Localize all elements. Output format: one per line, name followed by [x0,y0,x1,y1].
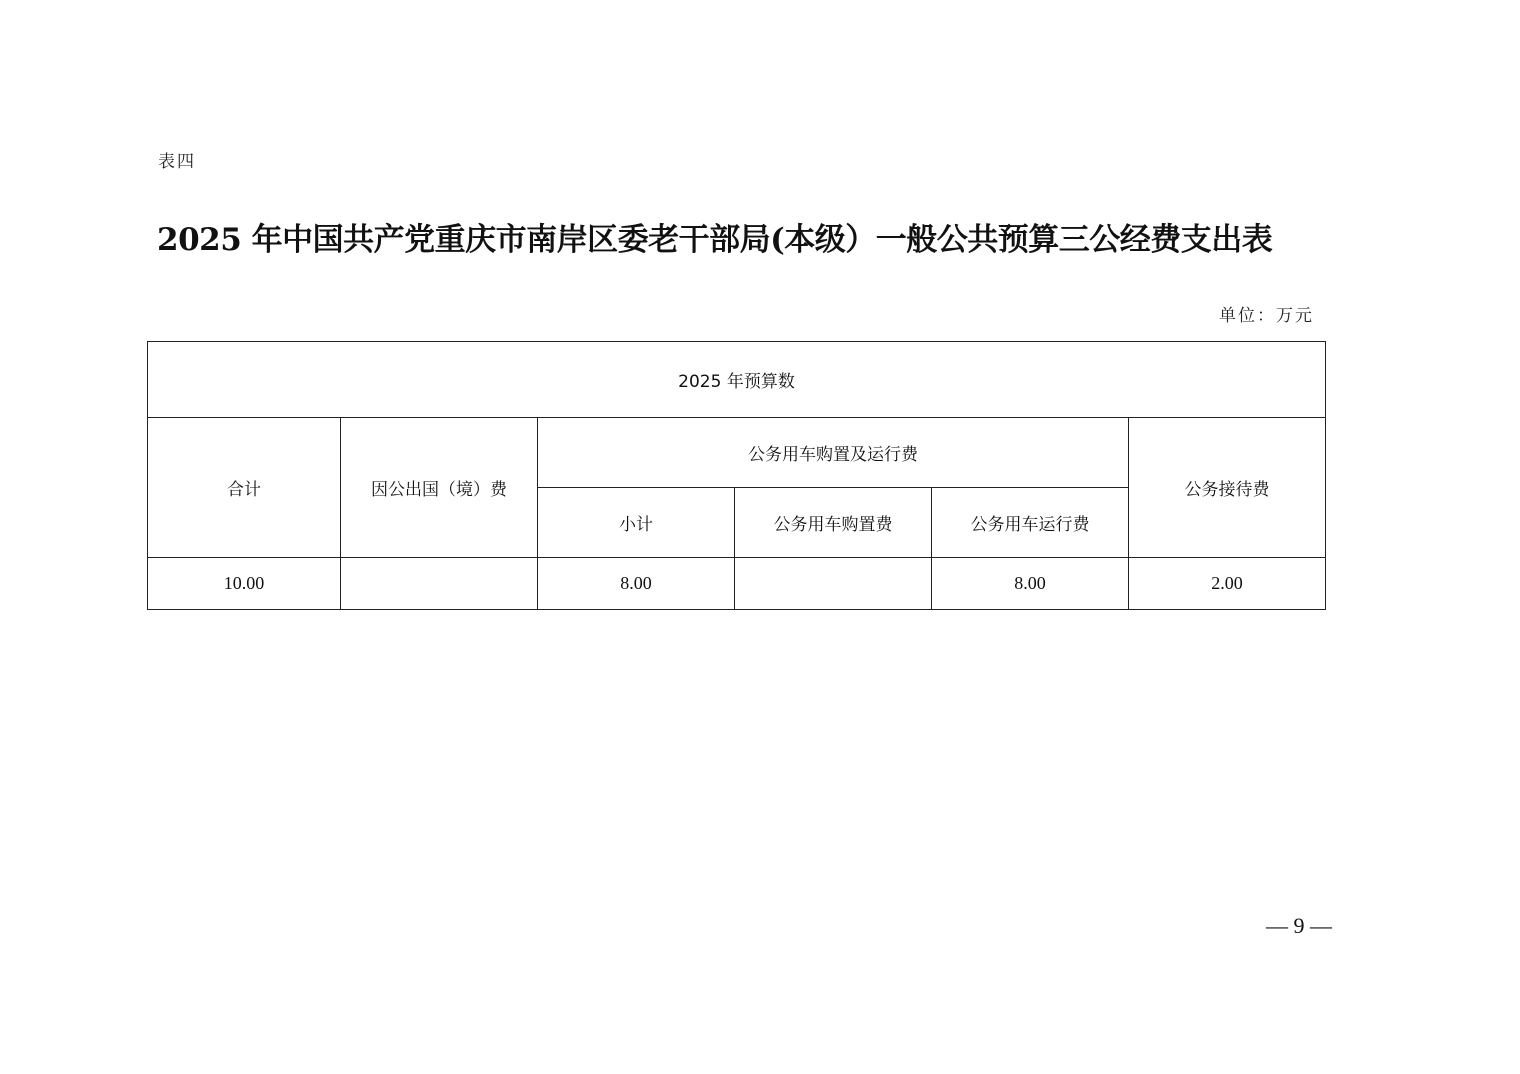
cell-total: 10.00 [148,558,341,610]
header-vehicle-operation: 公务用车运行费 [932,488,1129,558]
header-budget-year: 2025 年预算数 [148,342,1326,418]
header-total: 合计 [148,418,341,558]
header-reception-expense: 公务接待费 [1129,418,1326,558]
document-title: 2025 年中国共产党重庆市南岸区委老干部局(本级）一般公共预算三公经费支出表 [157,222,1273,258]
unit-label: 单位：万元 [1219,306,1314,326]
table-column-header-row [148,418,1326,488]
header-subtotal: 小计 [538,488,735,558]
header-vehicle-group: 公务用车购置及运行费 [538,418,1129,488]
cell-vehicle-operation: 8.00 [932,558,1129,610]
cell-reception: 2.00 [1129,558,1326,610]
table-header-row [148,342,1326,418]
budget-table [147,341,1326,610]
cell-subtotal: 8.00 [538,558,735,610]
header-overseas-expense: 因公出国（境）费 [341,418,538,558]
page-number: — 9 — [1266,913,1332,938]
cell-vehicle-purchase [735,558,932,610]
header-vehicle-purchase: 公务用车购置费 [735,488,932,558]
cell-overseas [341,558,538,610]
table-row [148,558,1326,610]
table-label: 表四 [158,152,196,172]
